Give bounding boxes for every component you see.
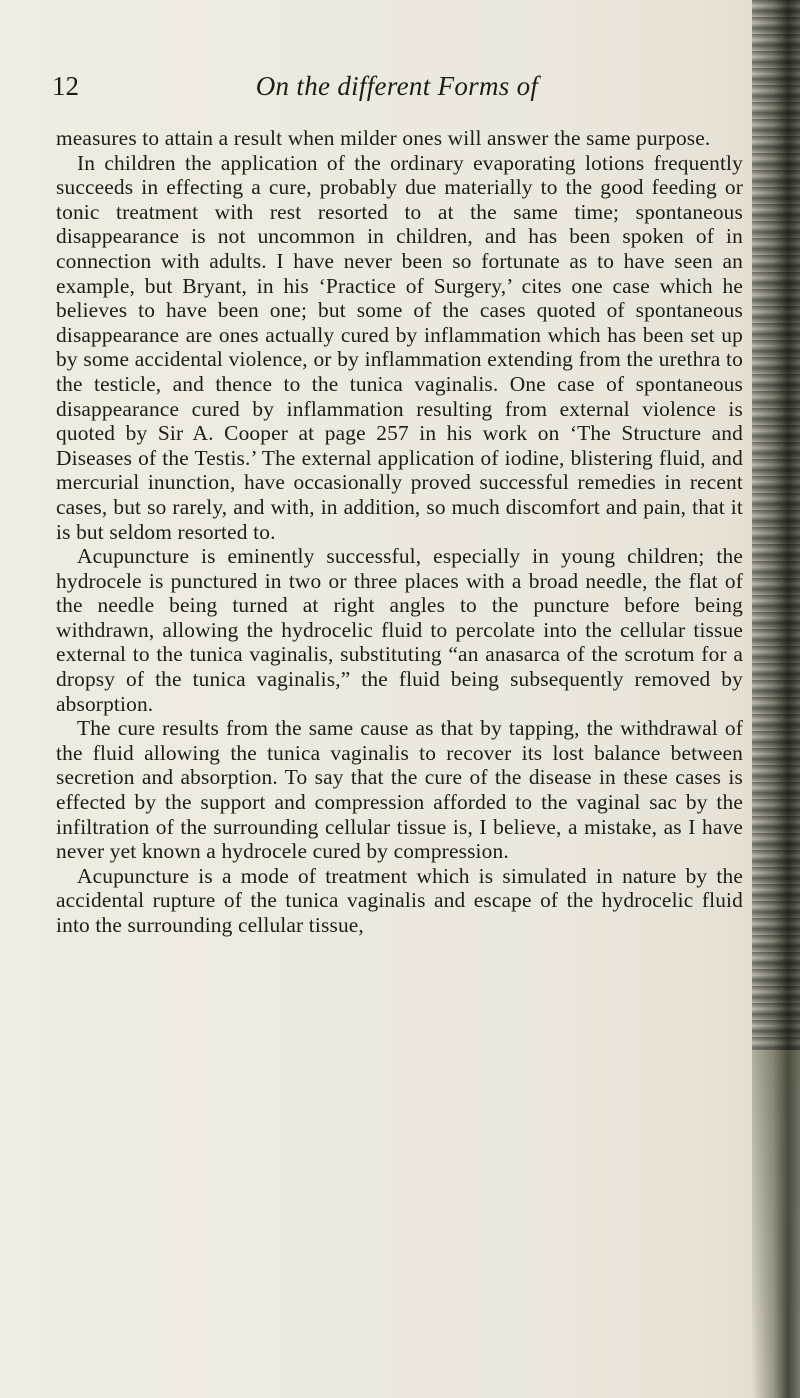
paragraph-acupuncture-nature: Acupuncture is a mode of treatment which is simulated in nature by the accidental rupture of the tunica vaginalis and escape of the hydrocelic fluid into the surrounding cellular tissue,	[56, 863, 743, 937]
paragraph-continuation: measures to attain a result when milder ones will answer the same purpose.	[56, 126, 711, 150]
paragraph-acupuncture: Acupuncture is eminently successful, especially in young children; the hydrocele is punctured in two or three places with a broad needle, the flat of the needle being turned at right angles to the puncture before being withdrawn, allowing the hydrocelic fluid to percolate into the cellular tissue external to the tunica vaginalis, substituting “an anasarca of the scrotum for a dropsy of the tunica vaginalis,” the fluid being subsequently removed by absorption.	[56, 544, 743, 716]
paragraph-cure-results: The cure results from the same cause as that by tapping, the withdrawal of the fluid allowing the tunica vaginalis to recover its lost balance between secretion and absorption. To say that the cure of the disease in these cases is effected by the support and compression afforded to the vaginal sac by the infiltration of the surrounding cellular tissue is, I believe, a mistake, as I have never yet known a hydrocele cured by compression.	[56, 716, 743, 864]
paragraph-children-treatment: In children the application of the ordinary evaporating lotions frequently succeeds in effecting a cure, probably due materially to the good feeding or tonic treatment with rest resorted to at the same time; spontaneous disappearance is not uncommon in children, and has been spoken of in connection with adults. I have never been so fortunate as to have seen an example, but Bryant, in his ‘Practice of Surgery,’ cites one case which he believes to have been one; but some of the cases quoted of spontaneous disappearance are ones actually cured by inflammation which has been set up by some accidental violence, or by inflammation extending from the urethra to the testicle, and thence to the tunica vaginalis. One case of spontaneous disappearance cured by inflammation resulting from external violence is quoted by Sir A. Cooper at page 257 in his work on ‘The Structure and Diseases of the Testis.’ The external application of iodine, blistering fluid, and mercurial inunction, have occasionally proved successful remedies in recent cases, but so rarely, and with, in addition, so much discomfort and pain, that it is but seldom resorted to.	[56, 150, 743, 544]
page-header	[52, 66, 742, 106]
page-binding-fade	[752, 1050, 800, 1398]
body-text	[56, 126, 743, 938]
page-number: 12	[52, 71, 79, 101]
running-title: On the different Forms of	[255, 71, 539, 101]
